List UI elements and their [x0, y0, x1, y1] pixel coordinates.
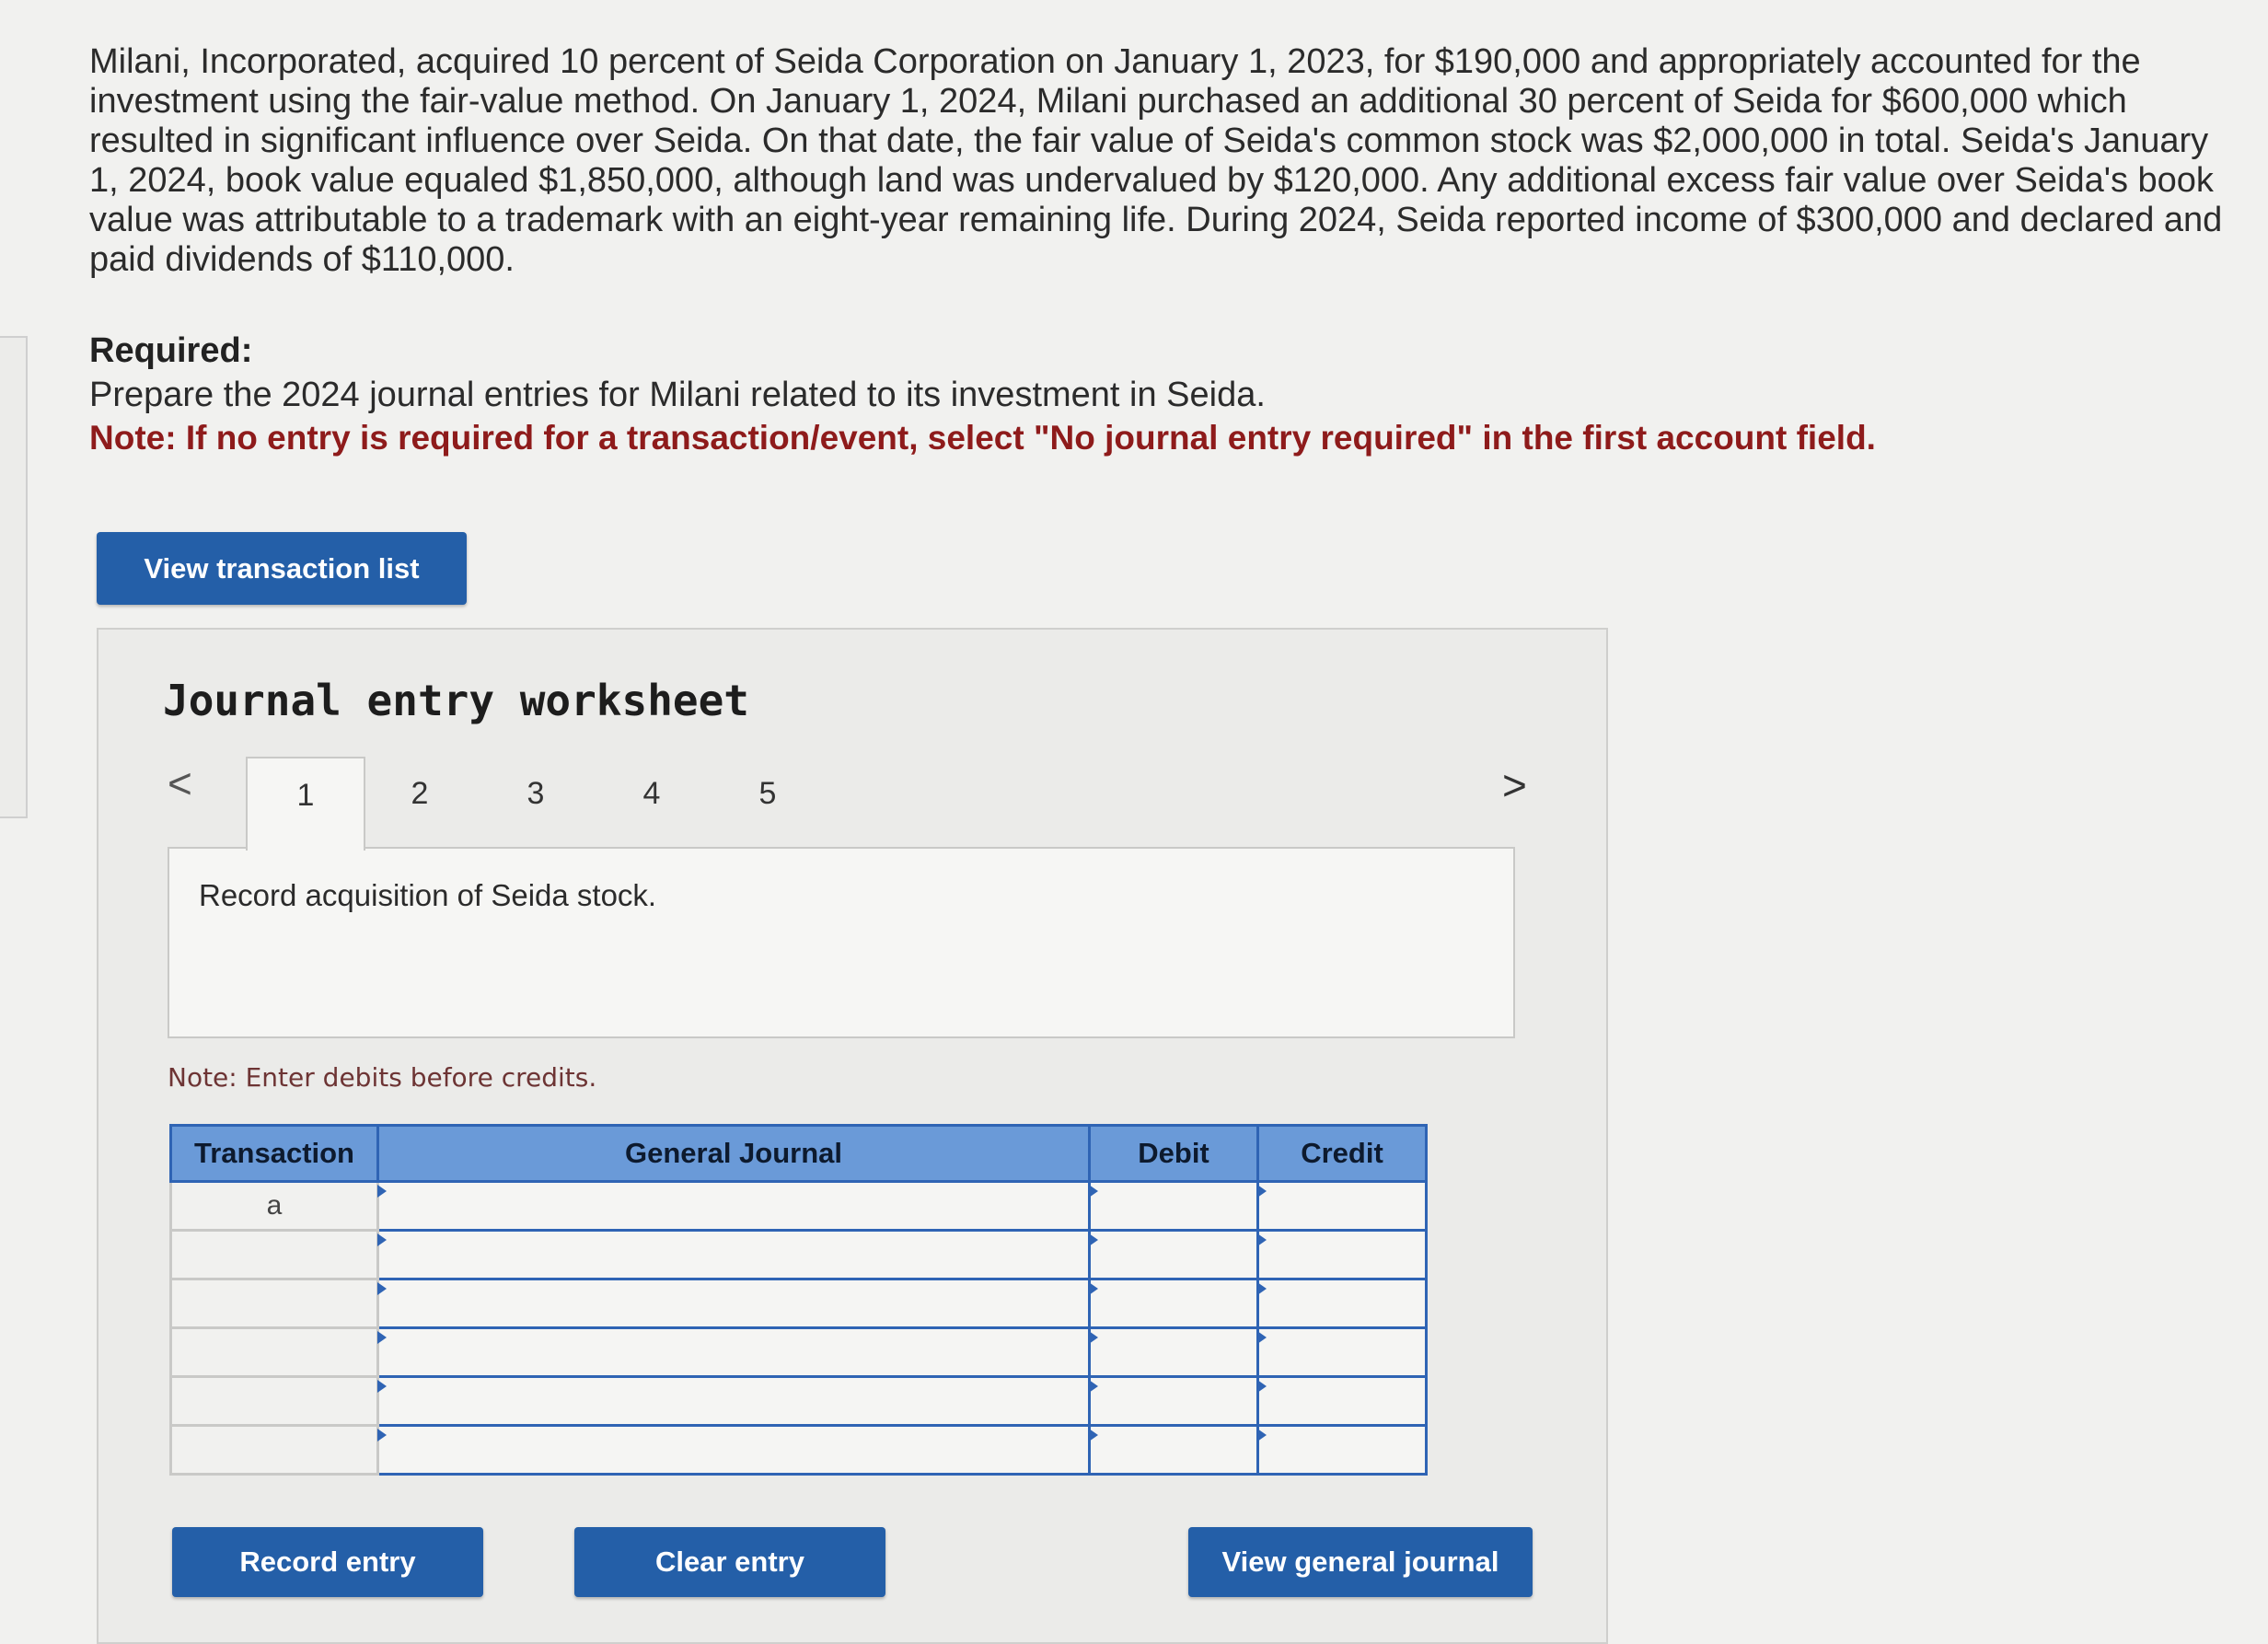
transaction-description: Record acquisition of Seida stock. — [199, 878, 657, 912]
view-general-journal-button[interactable]: View general journal — [1188, 1527, 1533, 1597]
view-transaction-list-button[interactable]: View transaction list — [97, 532, 467, 605]
cell-marker-icon — [1257, 1233, 1267, 1246]
cell-marker-icon — [377, 1233, 387, 1246]
required-text: Prepare the 2024 journal entries for Milani related to its investment in Seida. — [89, 376, 1266, 414]
tab-4[interactable]: 4 — [642, 776, 661, 811]
cell-marker-icon — [1257, 1380, 1267, 1393]
table-row — [171, 1279, 1427, 1328]
transaction-description-box — [168, 847, 1515, 1038]
cell-marker-icon — [1089, 1233, 1098, 1246]
tab-3[interactable]: 3 — [526, 776, 545, 811]
table-row — [171, 1426, 1427, 1475]
cell-marker-icon — [1089, 1380, 1098, 1393]
required-heading: Required: — [89, 331, 253, 370]
transaction-cell — [171, 1426, 378, 1475]
cell-marker-icon — [1257, 1185, 1267, 1198]
account-select[interactable] — [378, 1182, 1090, 1231]
debit-input[interactable] — [1090, 1328, 1258, 1377]
account-select[interactable] — [378, 1328, 1090, 1377]
cell-marker-icon — [1089, 1429, 1098, 1441]
cell-marker-icon — [377, 1331, 387, 1344]
transaction-cell — [171, 1279, 378, 1328]
header-general-journal: General Journal — [378, 1126, 1090, 1182]
credit-input[interactable] — [1258, 1377, 1427, 1426]
problem-statement: Milani, Incorporated, acquired 10 percent of Seida Corporation on January 1, 2023, for $190,000 and appropriately accounted for the investment using the fair-value method. On January 1, 2024, Milani purchased an additional 30 percent of Seida for $600,000 which resulted in significant influence over Seida. On that date, the fair value of Seida's common stock was $2,000,000 in total. Seida's January 1, 2024, book value equaled $1,850,000, although land was undervalued by $120,000. Any additional excess fair value over Seida's book value was attributable to a trademark with an eight-year remaining life. During 2024, Seida reported income of $300,000 and declared and paid dividends of $110,000. — [89, 42, 2223, 279]
debit-input[interactable] — [1090, 1377, 1258, 1426]
left-edge-panel — [0, 336, 28, 818]
tab-2[interactable]: 2 — [411, 776, 429, 811]
cell-marker-icon — [377, 1282, 387, 1295]
account-select[interactable] — [378, 1377, 1090, 1426]
table-row — [171, 1231, 1427, 1279]
credit-input[interactable] — [1258, 1231, 1427, 1279]
entry-note: Note: Enter debits before credits. — [168, 1062, 597, 1093]
tab-5[interactable]: 5 — [758, 776, 777, 811]
account-select[interactable] — [378, 1426, 1090, 1475]
header-transaction: Transaction — [171, 1126, 378, 1182]
worksheet-title: Journal entry worksheet — [163, 676, 749, 725]
credit-input[interactable] — [1258, 1279, 1427, 1328]
header-credit: Credit — [1258, 1126, 1427, 1182]
required-note: Note: If no entry is required for a transaction/event, select "No journal entry required" in the first account field. — [89, 419, 1876, 457]
cell-marker-icon — [1257, 1429, 1267, 1441]
cell-marker-icon — [1089, 1282, 1098, 1295]
credit-input[interactable] — [1258, 1328, 1427, 1377]
account-select[interactable] — [378, 1279, 1090, 1328]
debit-input[interactable] — [1090, 1182, 1258, 1231]
tab-1[interactable]: 1 — [246, 757, 365, 851]
credit-input[interactable] — [1258, 1426, 1427, 1475]
cell-marker-icon — [1089, 1331, 1098, 1344]
journal-table — [169, 1124, 1428, 1476]
chevron-left-icon[interactable]: < — [168, 759, 192, 807]
cell-marker-icon — [377, 1429, 387, 1441]
table-row — [171, 1182, 1427, 1231]
record-entry-button[interactable]: Record entry — [172, 1527, 483, 1597]
debit-input[interactable] — [1090, 1231, 1258, 1279]
cell-marker-icon — [377, 1380, 387, 1393]
account-select[interactable] — [378, 1231, 1090, 1279]
transaction-cell — [171, 1231, 378, 1279]
cell-marker-icon — [377, 1185, 387, 1198]
chevron-right-icon[interactable]: > — [1502, 761, 1527, 809]
transaction-cell: a — [171, 1182, 378, 1231]
credit-input[interactable] — [1258, 1182, 1427, 1231]
cell-marker-icon — [1257, 1282, 1267, 1295]
debit-input[interactable] — [1090, 1279, 1258, 1328]
transaction-cell — [171, 1377, 378, 1426]
cell-marker-icon — [1257, 1331, 1267, 1344]
header-debit: Debit — [1090, 1126, 1258, 1182]
debit-input[interactable] — [1090, 1426, 1258, 1475]
transaction-cell — [171, 1328, 378, 1377]
table-row — [171, 1328, 1427, 1377]
clear-entry-button[interactable]: Clear entry — [574, 1527, 885, 1597]
journal-entry-worksheet — [97, 628, 1608, 1644]
cell-marker-icon — [1089, 1185, 1098, 1198]
table-row — [171, 1377, 1427, 1426]
